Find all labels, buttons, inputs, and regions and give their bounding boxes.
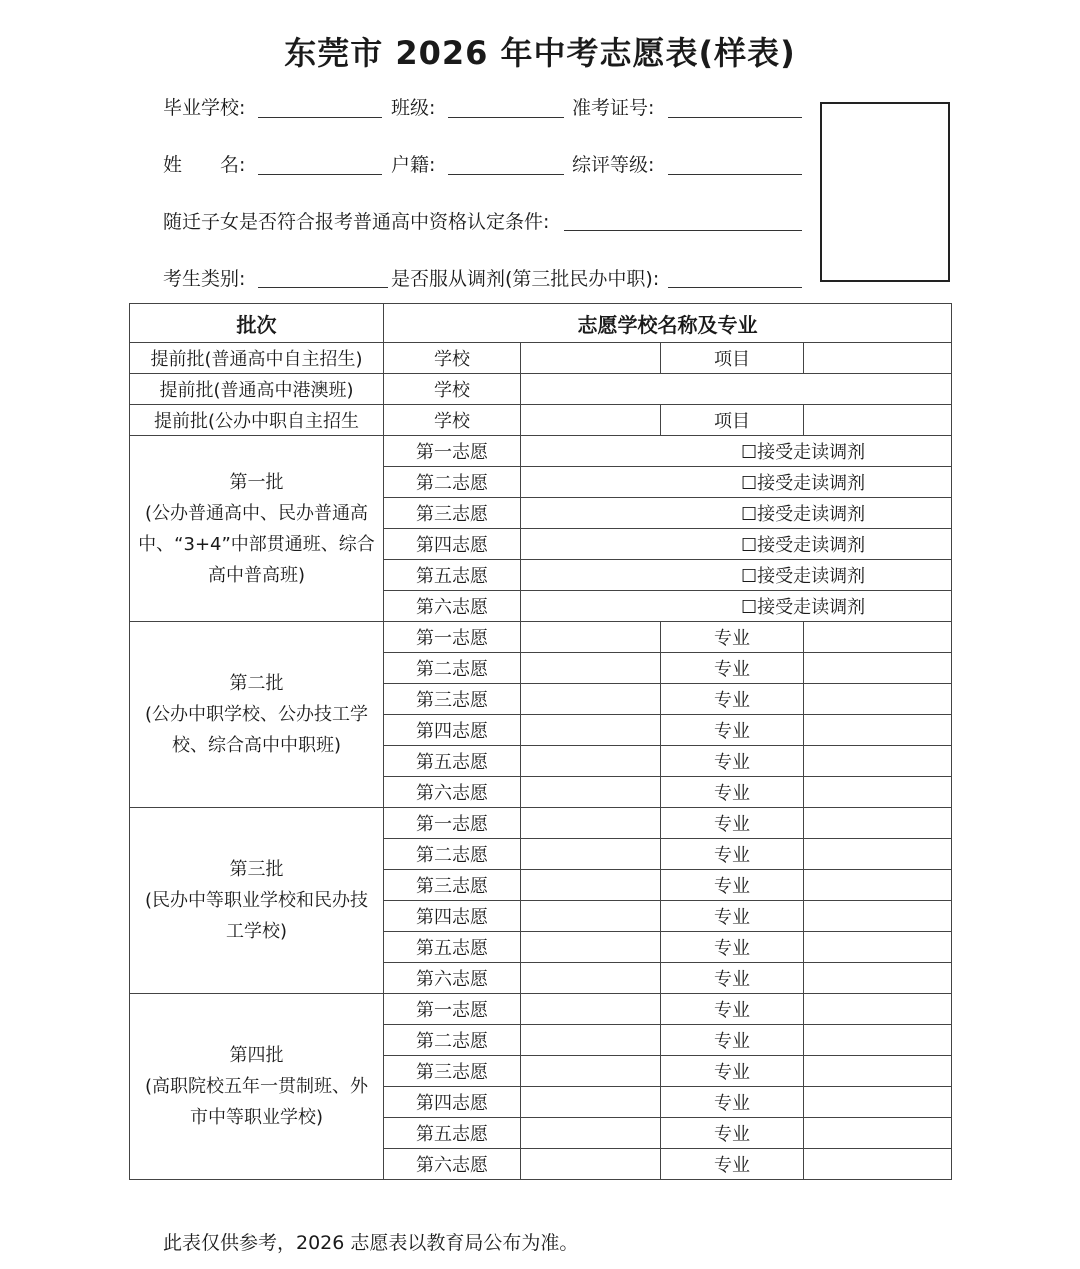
- accept-day-student-checkbox[interactable]: ☐接受走读调剂: [741, 473, 866, 494]
- choice-label: 第一志愿: [384, 994, 521, 1025]
- school-choice-field[interactable]: [521, 994, 661, 1025]
- early-batch-name: 提前批(公办中职自主招生: [130, 405, 384, 436]
- school-label: 学校: [384, 374, 521, 405]
- early-batch-name: 提前批(普通高中港澳班): [130, 374, 384, 405]
- school-field[interactable]: [521, 374, 952, 405]
- major-field[interactable]: [804, 839, 952, 870]
- major-field[interactable]: [804, 1118, 952, 1149]
- major-field[interactable]: [804, 901, 952, 932]
- major-label: 专业: [661, 746, 804, 777]
- candidate-category-field[interactable]: [258, 287, 388, 288]
- major-label: 专业: [661, 1056, 804, 1087]
- accept-adjust-label: 是否服从调剂(第三批民办中职):: [391, 268, 660, 290]
- choice-row: [130, 808, 952, 839]
- major-field[interactable]: [804, 622, 952, 653]
- major-label: 专业: [661, 808, 804, 839]
- school-choice-field[interactable]: [521, 653, 661, 684]
- choice-label: 第二志愿: [384, 1025, 521, 1056]
- name-field[interactable]: [258, 174, 382, 175]
- choice-label: 第六志愿: [384, 777, 521, 808]
- choice-label: 第四志愿: [384, 901, 521, 932]
- major-label: 专业: [661, 1025, 804, 1056]
- school-choice-field[interactable]: [521, 746, 661, 777]
- accept-day-student-checkbox[interactable]: ☐接受走读调剂: [741, 504, 866, 525]
- accept-day-student-checkbox[interactable]: ☐接受走读调剂: [741, 566, 866, 587]
- choice-table: [129, 303, 952, 1180]
- choice-label: 第三志愿: [384, 870, 521, 901]
- school-choice-field[interactable]: [521, 932, 661, 963]
- school-choice-field[interactable]: [521, 1056, 661, 1087]
- choice-label: 第四志愿: [384, 715, 521, 746]
- school-choice-field[interactable]: [521, 560, 952, 591]
- school-choice-field[interactable]: [521, 1149, 661, 1180]
- major-label: 专业: [661, 901, 804, 932]
- exam-id-label: 准考证号:: [572, 97, 655, 119]
- school-choice-field[interactable]: [521, 870, 661, 901]
- batch-cell: [130, 808, 384, 994]
- choice-label: 第四志愿: [384, 529, 521, 560]
- batch-description: (公办普通高中、民办普通高中、“3+4”中部贯通班、综合高中普高班): [138, 502, 375, 586]
- school-field[interactable]: [521, 405, 661, 436]
- major-label: 专业: [661, 963, 804, 994]
- item-label: 项目: [661, 343, 804, 374]
- major-field[interactable]: [804, 994, 952, 1025]
- early-batch-name: 提前批(普通高中自主招生): [130, 343, 384, 374]
- major-field[interactable]: [804, 1056, 952, 1087]
- major-label: 专业: [661, 653, 804, 684]
- major-label: 专业: [661, 1149, 804, 1180]
- batch-name: 第四批: [229, 1045, 284, 1066]
- batch-name: 第二批: [229, 673, 284, 694]
- class-label: 班级:: [391, 97, 436, 119]
- school-choice-field[interactable]: [521, 436, 952, 467]
- batch-cell: [130, 994, 384, 1180]
- choice-label: 第三志愿: [384, 684, 521, 715]
- huji-field[interactable]: [448, 174, 564, 175]
- school-choice-field[interactable]: [521, 622, 661, 653]
- school-choice-field[interactable]: [521, 591, 952, 622]
- choice-label: 第三志愿: [384, 1056, 521, 1087]
- major-field[interactable]: [804, 1149, 952, 1180]
- school-label: 学校: [384, 343, 521, 374]
- page-title: 东莞市 2026 年中考志愿表(样表): [284, 34, 796, 72]
- early-batch-row: [130, 405, 952, 436]
- major-field[interactable]: [804, 808, 952, 839]
- accept-day-student-checkbox[interactable]: ☐接受走读调剂: [741, 442, 866, 463]
- accept-day-student-checkbox[interactable]: ☐接受走读调剂: [741, 597, 866, 618]
- major-field[interactable]: [804, 684, 952, 715]
- batch-description: (民办中等职业学校和民办技工学校): [144, 890, 369, 942]
- school-choice-field[interactable]: [521, 839, 661, 870]
- major-label: 专业: [661, 870, 804, 901]
- exam-id-field[interactable]: [668, 117, 802, 118]
- school-field[interactable]: [521, 343, 661, 374]
- major-field[interactable]: [804, 653, 952, 684]
- choice-label: 第二志愿: [384, 653, 521, 684]
- major-field[interactable]: [804, 746, 952, 777]
- choice-label: 第四志愿: [384, 1087, 521, 1118]
- early-batch-row: [130, 374, 952, 405]
- choice-label: 第六志愿: [384, 963, 521, 994]
- candidate-category-label: 考生类别:: [163, 268, 246, 290]
- school-choice-field[interactable]: [521, 684, 661, 715]
- batch-name: 第一批: [229, 471, 284, 493]
- major-label: 专业: [661, 1118, 804, 1149]
- major-field[interactable]: [804, 777, 952, 808]
- name-label: 姓 名:: [163, 154, 246, 176]
- huji-label: 户籍:: [391, 154, 436, 176]
- major-label: 专业: [661, 684, 804, 715]
- choice-row: [130, 622, 952, 653]
- batch-header: 批次: [130, 304, 384, 343]
- school-choice-field[interactable]: [521, 1025, 661, 1056]
- school-choice-field[interactable]: [521, 901, 661, 932]
- item-label: 项目: [661, 405, 804, 436]
- choice-header: 志愿学校名称及专业: [384, 304, 952, 343]
- school-choice-field[interactable]: [521, 529, 952, 560]
- rating-field[interactable]: [668, 174, 802, 175]
- major-field[interactable]: [804, 1025, 952, 1056]
- choice-label: 第六志愿: [384, 1149, 521, 1180]
- rating-label: 综评等级:: [572, 154, 655, 176]
- major-field[interactable]: [804, 963, 952, 994]
- choice-label: 第五志愿: [384, 1118, 521, 1149]
- choice-label: 第五志愿: [384, 746, 521, 777]
- batch-description: (高职院校五年一贯制班、外市中等职业学校): [144, 1076, 369, 1128]
- choice-label: 第六志愿: [384, 591, 521, 622]
- item-field[interactable]: [804, 405, 952, 436]
- choice-label: 第三志愿: [384, 498, 521, 529]
- major-label: 专业: [661, 715, 804, 746]
- major-label: 专业: [661, 994, 804, 1025]
- school-choice-field[interactable]: [521, 808, 661, 839]
- major-label: 专业: [661, 932, 804, 963]
- accept-adjust-field[interactable]: [668, 287, 802, 288]
- choice-label: 第二志愿: [384, 467, 521, 498]
- school-choice-field[interactable]: [521, 467, 952, 498]
- school-choice-field[interactable]: [521, 1118, 661, 1149]
- item-field[interactable]: [804, 343, 952, 374]
- accept-day-student-checkbox[interactable]: ☐接受走读调剂: [741, 535, 866, 556]
- early-batch-row: [130, 343, 952, 374]
- school-choice-field[interactable]: [521, 777, 661, 808]
- school-choice-field[interactable]: [521, 963, 661, 994]
- table-header-row: [130, 304, 952, 343]
- batch-name: 第三批: [229, 859, 284, 880]
- batch-description: (公办中职学校、公办技工学校、综合高中中职班): [144, 704, 369, 756]
- choice-label: 第五志愿: [384, 932, 521, 963]
- choice-label: 第二志愿: [384, 839, 521, 870]
- class-field[interactable]: [448, 117, 564, 118]
- major-label: 专业: [661, 777, 804, 808]
- batch-cell: [130, 622, 384, 808]
- graduation-school-field[interactable]: [258, 117, 382, 118]
- school-choice-field[interactable]: [521, 715, 661, 746]
- choice-row: [130, 994, 952, 1025]
- migrant-eligibility-label: 随迁子女是否符合报考普通高中资格认定条件:: [163, 211, 550, 233]
- school-choice-field[interactable]: [521, 1087, 661, 1118]
- footer-note: 此表仅供参考，2026 志愿表以教育局公布为准。: [163, 1232, 579, 1254]
- school-label: 学校: [384, 405, 521, 436]
- major-field[interactable]: [804, 932, 952, 963]
- major-label: 专业: [661, 622, 804, 653]
- photo-box[interactable]: [820, 102, 950, 282]
- major-field[interactable]: [804, 870, 952, 901]
- major-label: 专业: [661, 839, 804, 870]
- major-label: 专业: [661, 1087, 804, 1118]
- choice-label: 第一志愿: [384, 808, 521, 839]
- migrant-eligibility-field[interactable]: [564, 230, 802, 231]
- school-choice-field[interactable]: [521, 498, 952, 529]
- choice-row: [130, 436, 952, 467]
- choice-label: 第一志愿: [384, 436, 521, 467]
- choice-label: 第一志愿: [384, 622, 521, 653]
- major-field[interactable]: [804, 1087, 952, 1118]
- major-field[interactable]: [804, 715, 952, 746]
- batch-cell: [130, 436, 384, 622]
- graduation-school-label: 毕业学校:: [163, 97, 246, 119]
- choice-label: 第五志愿: [384, 560, 521, 591]
